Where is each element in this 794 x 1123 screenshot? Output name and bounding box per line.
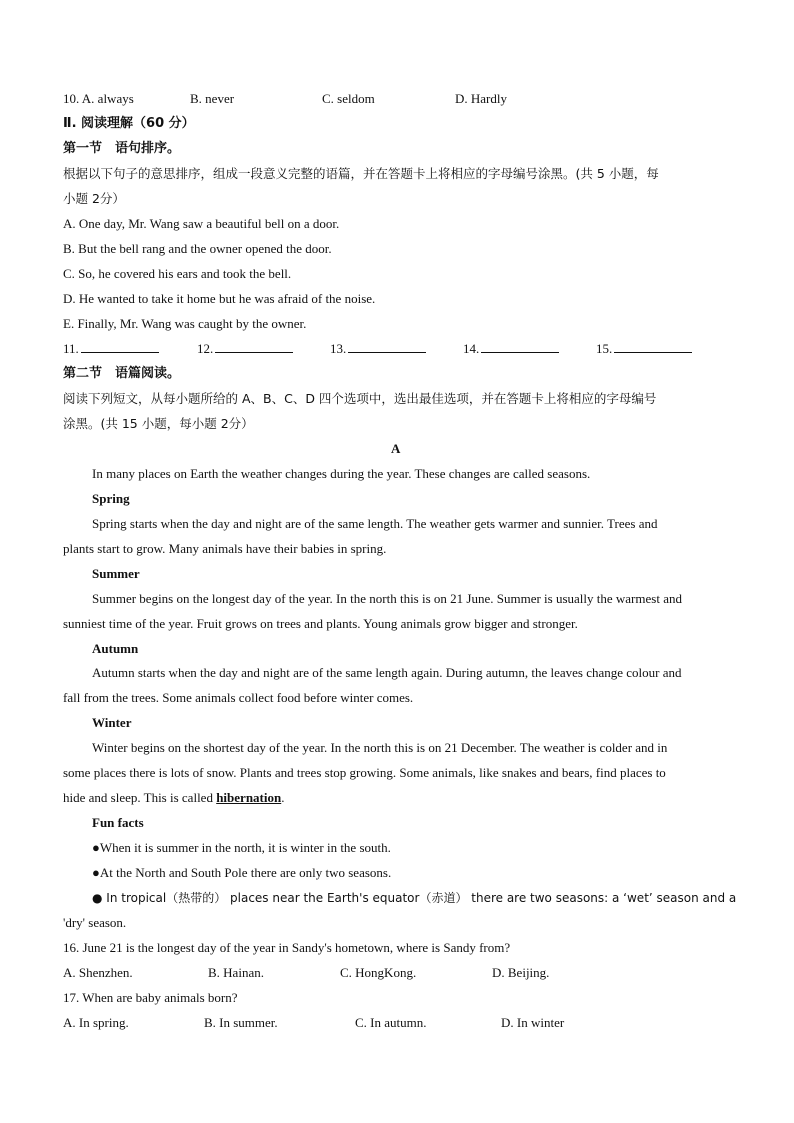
heading-autumn: Autumn bbox=[92, 641, 139, 656]
winter-line-1: Winter begins on the shortest day of the year. In the north this is on 21 December. The weather is colder and in bbox=[92, 740, 668, 755]
section-2-title: Ⅱ. 阅读理解（60 分） bbox=[63, 116, 195, 131]
autumn-line-1: Autumn starts when the day and night are of the same length again. During autumn, the leaves change colour and bbox=[92, 665, 682, 680]
blank-number: 13. bbox=[330, 341, 347, 356]
q17-option-a[interactable]: A. In spring. bbox=[63, 1015, 129, 1030]
blank-number: 11. bbox=[63, 341, 79, 356]
fun-fact-3: ● In tropical（热带的） places near the Earth's equator（赤道） there are two seasons: a ‘wet’ season and a bbox=[92, 891, 737, 905]
sentence-a: A. One day, Mr. Wang saw a beautiful bell on a door. bbox=[63, 216, 340, 231]
sentence-c: C. So, he covered his ears and took the bell. bbox=[63, 266, 292, 281]
hibernation-term: hibernation bbox=[216, 790, 282, 805]
q10-option-d: D. Hardly bbox=[455, 91, 507, 106]
answer-blank-14[interactable] bbox=[463, 340, 559, 358]
sentence-d: D. He wanted to take it home but he was afraid of the noise. bbox=[63, 291, 376, 306]
winter-line-2: some places there is lots of snow. Plants and trees stop growing. Some animals, like snakes and bears, find places to bbox=[63, 765, 666, 780]
heading-spring: Spring bbox=[92, 491, 130, 506]
blank-number: 14. bbox=[463, 341, 480, 356]
heading-winter: Winter bbox=[92, 715, 132, 730]
summer-line-2: sunniest time of the year. Fruit grows on trees and plants. Young animals grow bigger and stronger. bbox=[63, 616, 578, 631]
part-2-title: 第二节 语篇阅读。 bbox=[63, 366, 181, 381]
spring-line-1: Spring starts when the day and night are of the same length. The weather gets warmer and sunnier. Trees and bbox=[92, 516, 658, 531]
summer-line-1: Summer begins on the longest day of the year. In the north this is on 21 June. Summer is usually the warmest and bbox=[92, 591, 682, 606]
heading-summer: Summer bbox=[92, 566, 140, 581]
q16-stem: 16. June 21 is the longest day of the year in Sandy's hometown, where is Sandy from? bbox=[63, 940, 511, 955]
q10-option-c: C. seldom bbox=[322, 91, 375, 106]
passage-intro: In many places on Earth the weather changes during the year. These changes are called seasons. bbox=[92, 466, 591, 481]
q10-option-b: B. never bbox=[190, 91, 235, 106]
blank-number: 15. bbox=[596, 341, 613, 356]
fun-fact-1: ●When it is summer in the north, it is winter in the south. bbox=[92, 840, 391, 855]
sentence-b: B. But the bell rang and the owner opened the door. bbox=[63, 241, 332, 256]
q17-stem: 17. When are baby animals born? bbox=[63, 990, 238, 1005]
q16-option-d[interactable]: D. Beijing. bbox=[492, 965, 550, 980]
blank-number: 12. bbox=[197, 341, 214, 356]
winter-text: hide and sleep. This is called bbox=[63, 790, 217, 805]
q16-option-a[interactable]: A. Shenzhen. bbox=[63, 965, 133, 980]
q17-option-c[interactable]: C. In autumn. bbox=[355, 1015, 427, 1030]
part-2-instruction-cont: 涂黑。(共 15 小题，每小题 2分） bbox=[63, 416, 254, 431]
answer-blank-11[interactable] bbox=[63, 340, 159, 358]
passage-label: A bbox=[391, 441, 401, 456]
answer-blank-13[interactable] bbox=[330, 340, 426, 358]
q16-option-b[interactable]: B. Hainan. bbox=[208, 965, 264, 980]
part-2-instruction: 阅读下列短文，从每小题所给的 A、B、C、D 四个选项中，选出最佳选项，并在答题卡上将相应的字母编号 bbox=[63, 391, 657, 406]
spring-line-2: plants start to grow. Many animals have their babies in spring. bbox=[63, 541, 387, 556]
answer-blank-12[interactable] bbox=[197, 340, 293, 358]
q17-option-d[interactable]: D. In winter bbox=[501, 1015, 565, 1030]
winter-line-3 bbox=[63, 789, 284, 807]
part-1-title: 第一节 语句排序。 bbox=[63, 141, 181, 156]
part-1-instruction: 根据以下句子的意思排序，组成一段意义完整的语篇，并在答题卡上将相应的字母编号涂黑。(共 5 小题，每 bbox=[63, 166, 659, 181]
autumn-line-2: fall from the trees. Some animals collect food before winter comes. bbox=[63, 690, 414, 705]
fun-fact-2: ●At the North and South Pole there are only two seasons. bbox=[92, 865, 392, 880]
q16-option-c[interactable]: C. HongKong. bbox=[340, 965, 417, 980]
fun-fact-3-cont: 'dry' season. bbox=[63, 915, 127, 930]
period: . bbox=[281, 790, 285, 805]
sentence-e: E. Finally, Mr. Wang was caught by the owner. bbox=[63, 316, 307, 331]
heading-fun-facts: Fun facts bbox=[92, 815, 144, 830]
answer-blank-15[interactable] bbox=[596, 340, 692, 358]
q10-option-a: 10. A. always bbox=[63, 91, 134, 106]
q17-option-b[interactable]: B. In summer. bbox=[204, 1015, 278, 1030]
part-1-instruction-cont: 小题 2分） bbox=[63, 191, 125, 206]
